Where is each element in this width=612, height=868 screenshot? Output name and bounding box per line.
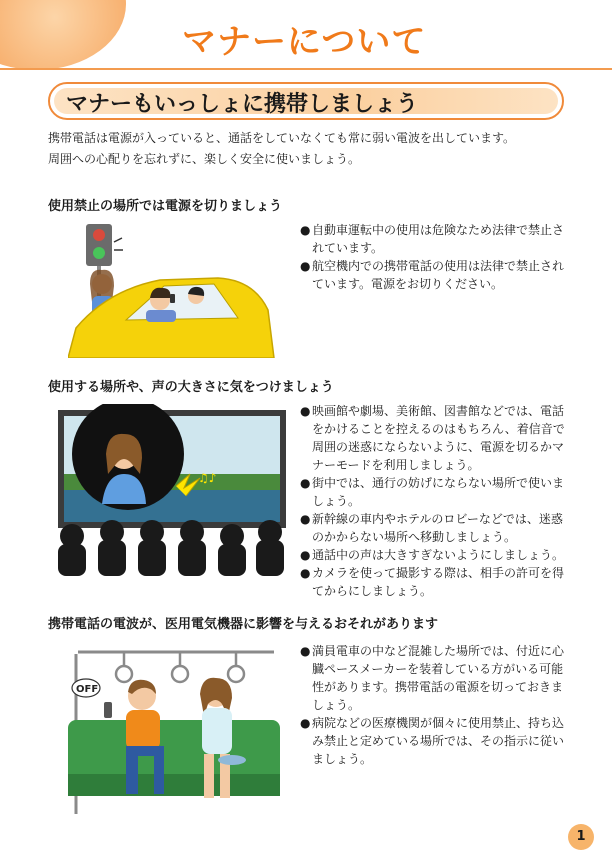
bullet-list-medical-devices: [300, 642, 570, 768]
list-item: ● 映画館や劇場、美術館、図書館などでは、電話をかけることを控えるのはもちろん、着信音で周囲の迷惑にならないように、電源を切るかマナーモードを利用しましょう。: [300, 402, 570, 474]
intro-line: 周囲への心配りを忘れずに、楽しく安全に使いましょう。: [48, 152, 361, 166]
music-note-icon: ♫♪: [198, 471, 217, 485]
subheading-power-off: 使用禁止の場所では電源を切りましょう: [48, 199, 283, 214]
hand-straps: [116, 652, 244, 682]
list-item: ● 新幹線の車内やホテルのロビーなどでは、迷惑のかからない場所へ移動しましょう。: [300, 510, 570, 546]
page-number: 1: [568, 824, 594, 850]
off-sign-label: OFF: [76, 684, 99, 695]
movie-theater-illustration: [58, 404, 288, 576]
train-interior-illustration: [68, 644, 280, 822]
header-decoration-circle: [0, 0, 126, 70]
list-item: ● カメラを使って撮影する際は、相手の許可を得てからにしましょう。: [300, 564, 570, 600]
list-item: ● 病院などの医療機関が個々に使用禁止、持ち込み禁止と定めている場所では、その指示に従いましょう。: [300, 714, 570, 768]
bullet-list-power-off: [300, 221, 570, 293]
list-item: ● 街中では、通行の妨げにならない場所で使いましょう。: [300, 474, 570, 510]
list-item: ● 自動車運転中の使用は危険なため法律で禁止されています。: [300, 221, 570, 257]
list-item: ● 通話中の声は大きすぎないようにしましょう。: [300, 546, 570, 564]
subheading-voice-volume: 使用する場所や、声の大きさに気をつけましょう: [48, 380, 334, 395]
subheading-medical-devices: 携帯電話の電波が、医用電気機器に影響を与えるおそれがあります: [48, 617, 439, 632]
list-item: ● 航空機内での携帯電話の使用は法律で禁止されています。電源をお切りください。: [300, 257, 570, 293]
car-driving-illustration: [68, 224, 278, 358]
intro-text: [48, 128, 568, 170]
list-item: ● 満員電車の中など混雑した場所では、付近に心臓ペースメーカーを装着している方がいる可能性があります。携帯電話の電源を切っておきましょう。: [300, 642, 570, 714]
audience-silhouettes: [58, 520, 284, 576]
page-title: マナーについて: [182, 22, 427, 62]
title-divider: [0, 68, 612, 70]
mobile-phone: [104, 702, 112, 718]
section-heading-pill: [48, 82, 564, 120]
intro-line: 携帯電話は電源が入っていると、通話をしていなくても常に弱い電波を出しています。: [48, 131, 516, 145]
section-title: マナーもいっしょに携帯しましょう: [66, 92, 419, 117]
bullet-list-voice-volume: [300, 402, 570, 600]
